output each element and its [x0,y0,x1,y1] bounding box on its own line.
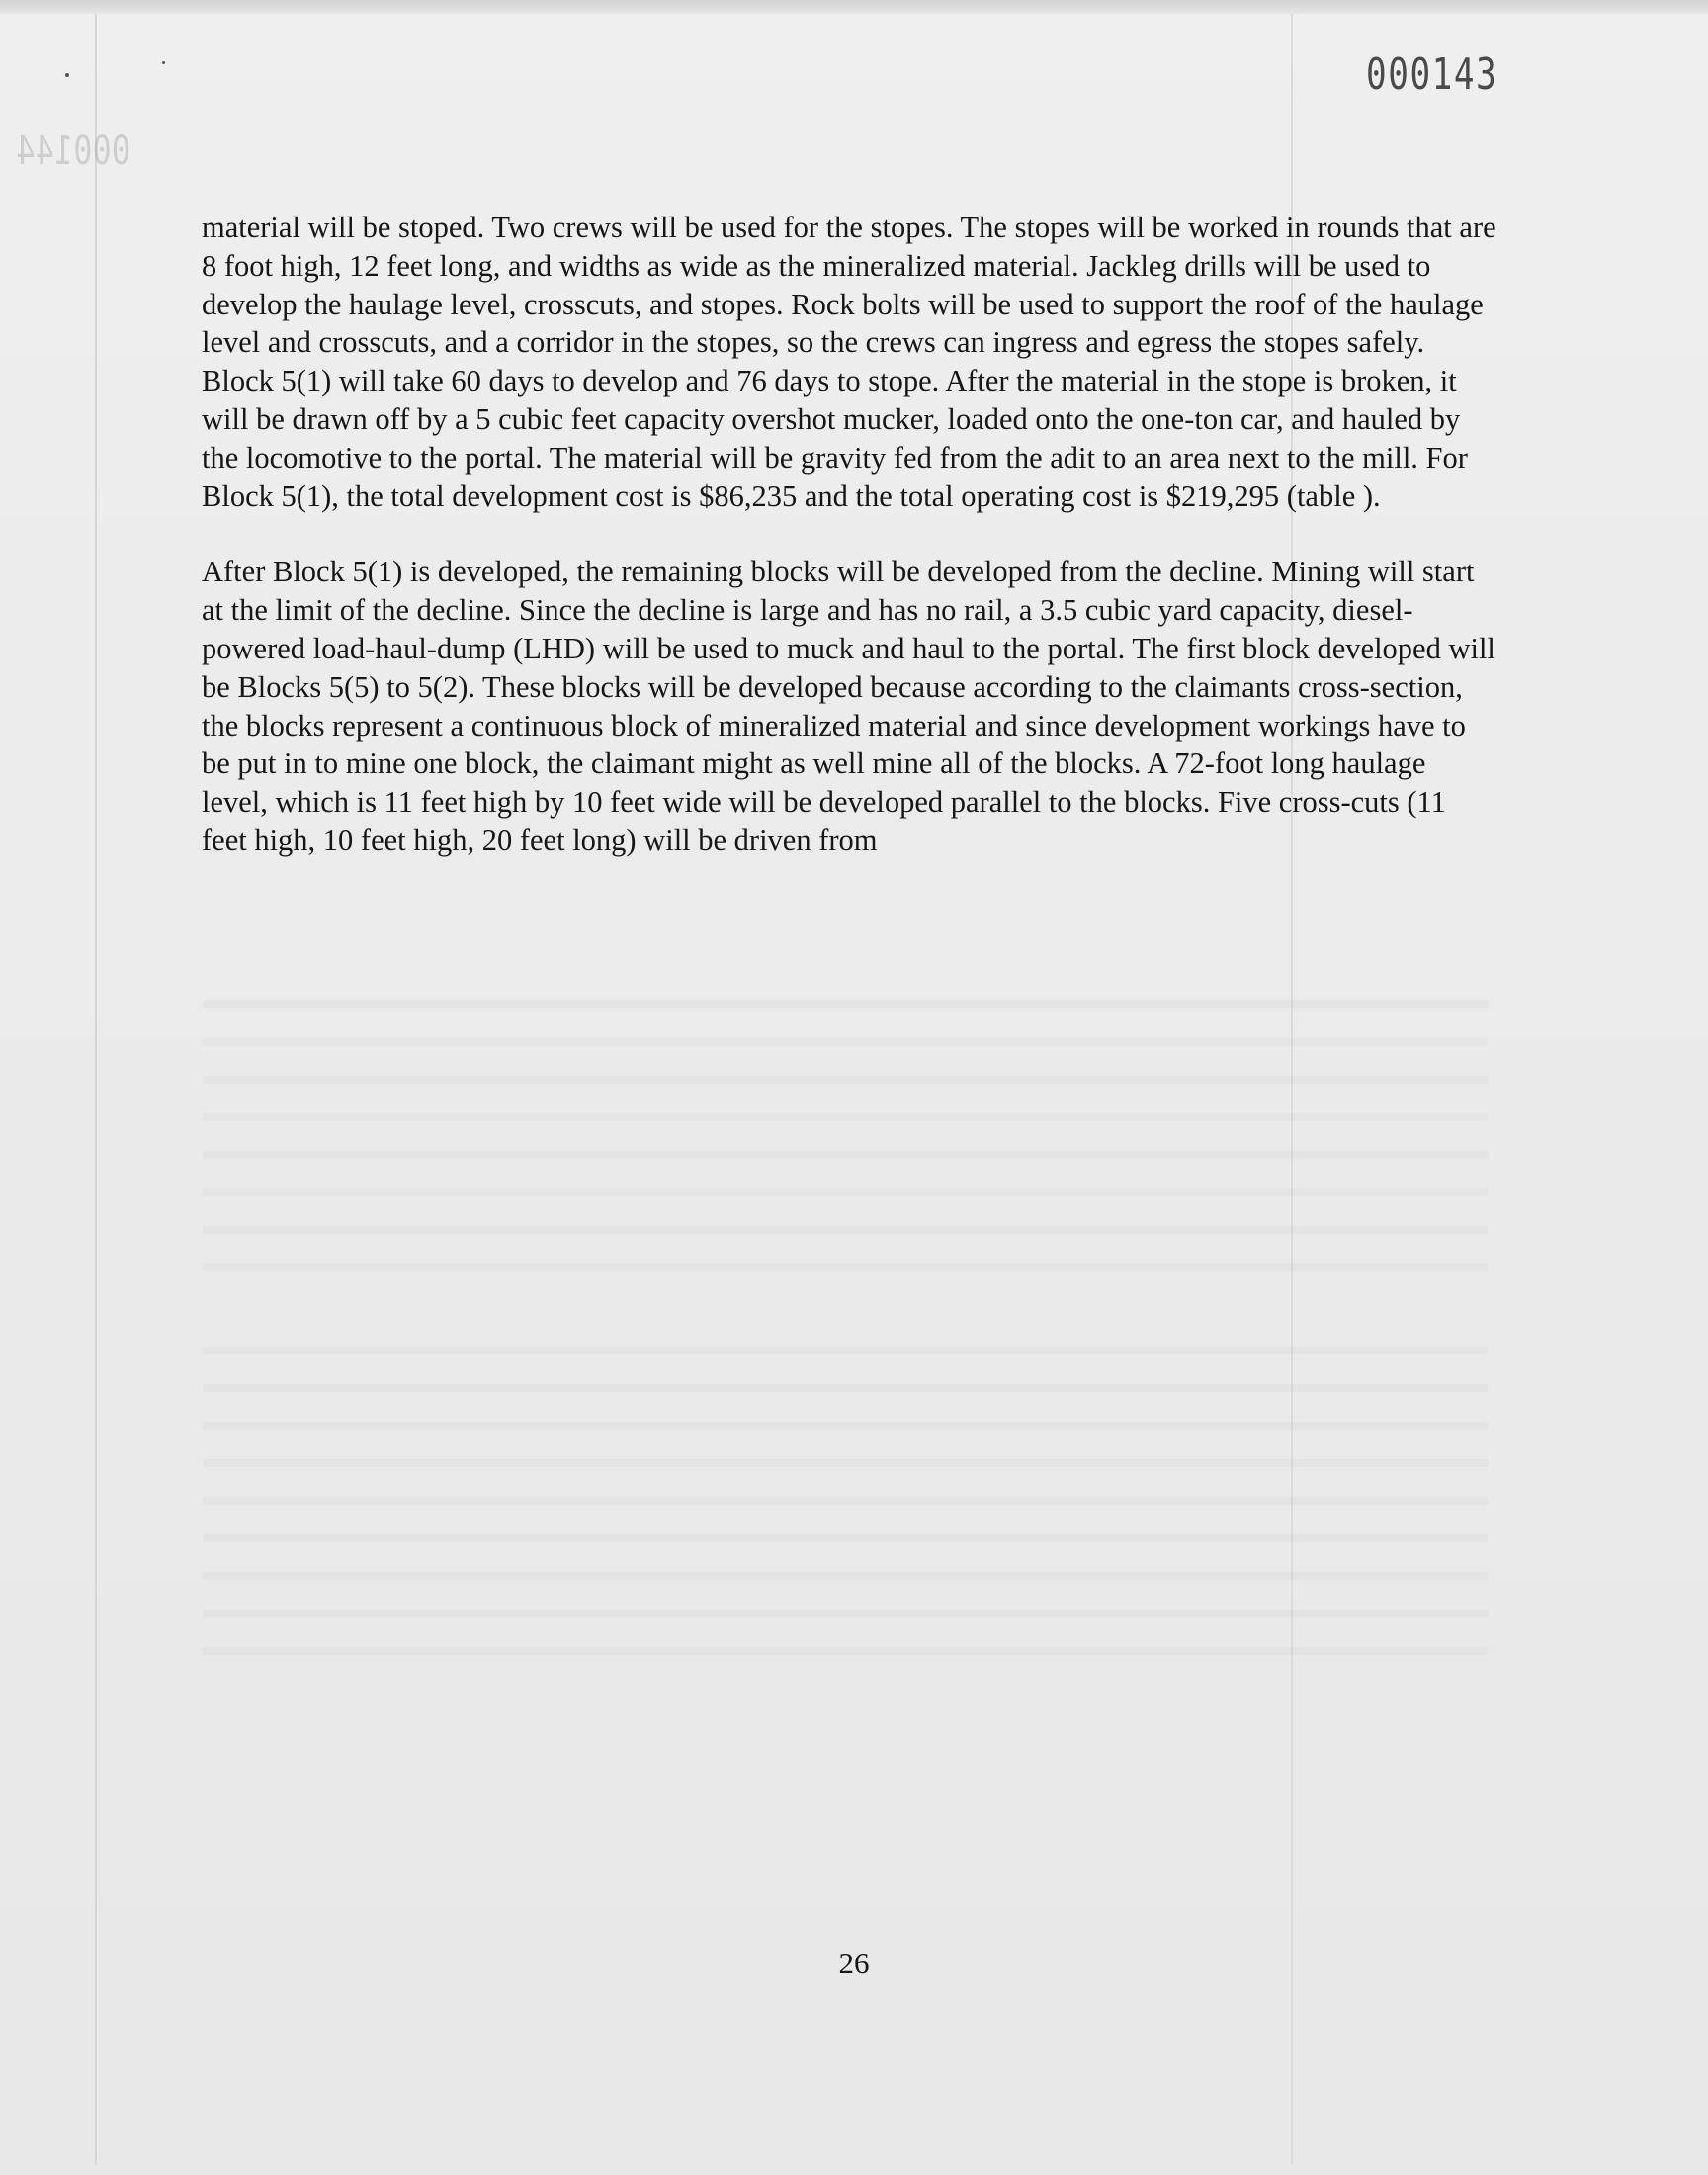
scan-left-edge [95,14,97,2165]
bleed-through-text [203,989,1488,1285]
bleed-through-stamp: 000144 [16,129,130,174]
paragraph: material will be stoped. Two crews will be used for the stopes. The stopes will be worked in rounds that are 8 foot high, 12 feet long, and widths as wide as the mineralized material. Jackleg drills will be used to develop the haulage level, crosscuts, and stopes. Rock bolts will be used to support the roof of the haulage level and crosscuts, and a corridor in the stopes, so the crews can ingress and egress the stopes safely. Block 5(1) will take 60 days to develop and 76 days to stope. After the material in the stope is broken, it will be drawn off by a 5 cubic feet capacity overshot mucker, loaded onto the one-ton car, and hauled by the locomotive to the portal. The material will be gravity fed from the adit to an area next to the mill. For Block 5(1), the total development cost is $86,235 and the total operating cost is $219,295 (table ). [202,211,1496,513]
bates-stamp: 000143 [1366,49,1498,100]
scan-speck [65,73,69,77]
scan-speck [162,61,165,64]
paragraph: After Block 5(1) is developed, the remaining blocks will be developed from the decline. Mining will start at the limit of the decline. Since the decline is large and has no rail, a 3.5 cubic yard capacity, diesel-powered load-haul-dump (LHD) will be used to muck and haul to the portal. The first block developed will be Blocks 5(5) to 5(2). These blocks will be developed because according to the claimants cross-section, the blocks represent a continuous block of mineralized material and since development workings have to be put in to mine one block, the claimant might as well mine all of the blocks. A 72-foot long haulage level, which is 11 feet high by 10 feet wide will be developed parallel to the blocks. Five cross-cuts (11 feet high, 10 feet high, 20 feet long) will be driven from [202,555,1495,857]
scan-top-edge [0,0,1708,14]
bleed-through-text [203,1335,1488,1661]
body-text [202,209,1498,898]
page-number: 26 [838,1946,870,1980]
